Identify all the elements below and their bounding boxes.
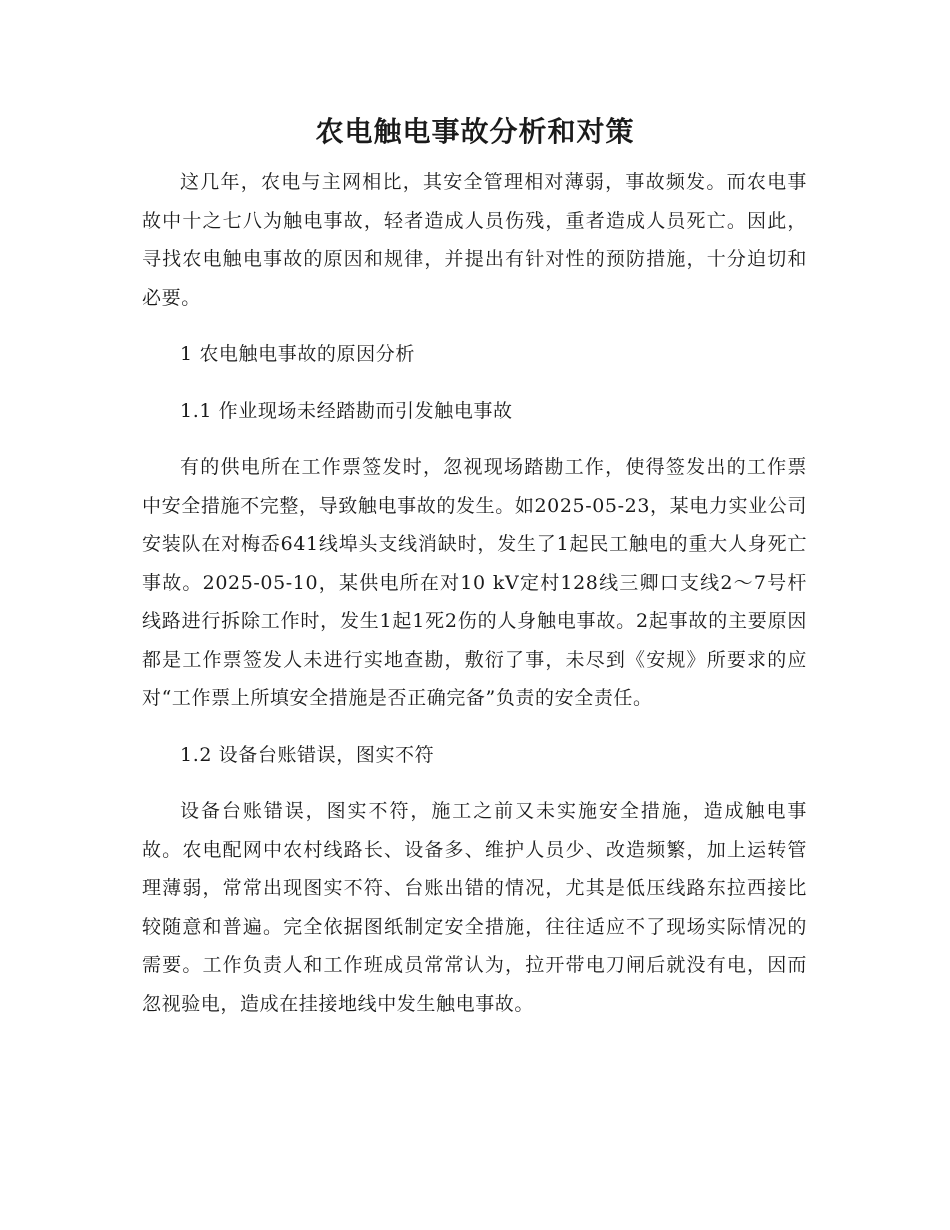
intro-paragraph: 这几年，农电与主网相比，其安全管理相对薄弱，事故频发。而农电事故中十之七八为触电事故，轻者造成人员伤残，重者造成人员死亡。因此，寻找农电触电事故的原因和规律，并提出有针对性的预防措施，十分迫切和必要。 — [142, 171, 807, 309]
section-1-2-paragraph: 设备台账错误，图实不符，施工之前又未实施安全措施，造成触电事故。农电配网中农村线路长、设备多、维护人员少、改造频繁，加上运转管理薄弱，常常出现图实不符、台账出错的情况，尤其是低压线路东拉西接比较随意和普遍。完全依据图纸制定安全措施，往往适应不了现场实际情况的需要。工作负责人和工作班成员常常认为，拉开带电刀闸后就没有电，因而忽视验电，造成在挂接地线中发生触电事故。 — [142, 800, 807, 1015]
section-1-1-heading: 1.1 作业现场未经踏勘而引发触电事故 — [180, 399, 513, 422]
document-title: 农电触电事故分析和对策 — [315, 115, 635, 148]
section-1-2-heading: 1.2 设备台账错误，图实不符 — [180, 743, 435, 766]
section-1-heading: 1 农电触电事故的原因分析 — [180, 343, 415, 365]
section-1-1-paragraph: 有的供电所在工作票签发时，忽视现场踏勘工作，使得签发出的工作票中安全措施不完整，导致触电事故的发生。如2025-05-23，某电力实业公司安装队在对梅岙641线埠头支线消缺时，发生了1起民工触电的重大人身死亡事故。2025-05-10，某供电所在对10 kV定村128线三卿口支线2～7号杆线路进行拆除工作时，发生1起1死2伤的人身触电事故。2起事故的主要原因都是工作票签发人未进行实地查勘，敷衍了事，未尽到《安规》所要求的应对“工作票上所填安全措施是否正确完备”负责的安全责任。 — [142, 456, 807, 709]
document-body — [142, 163, 807, 1041]
